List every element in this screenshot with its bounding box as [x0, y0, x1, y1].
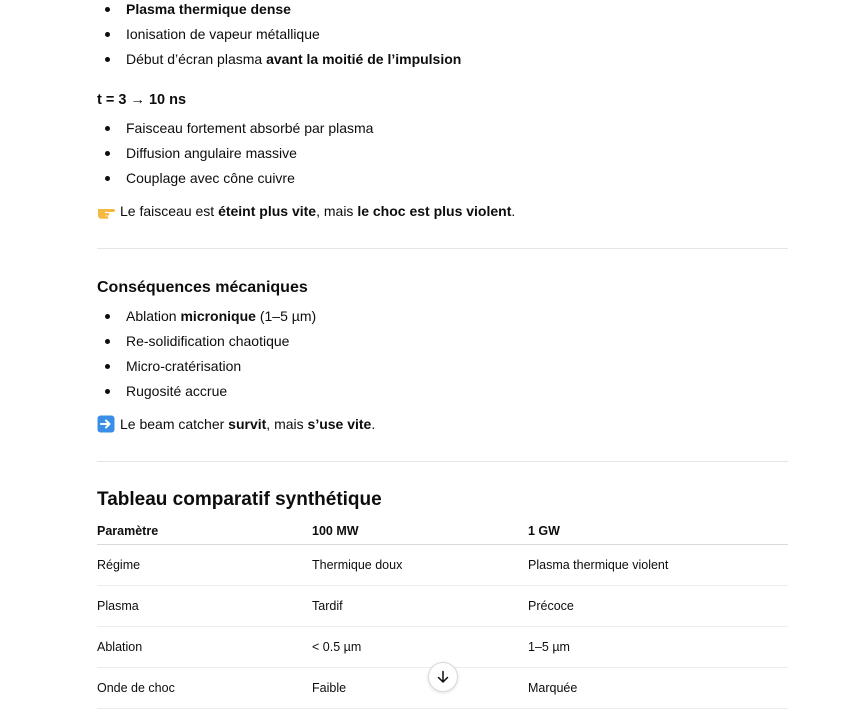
table-cell: Thermique doux: [312, 545, 528, 586]
text-segment: Le beam catcher: [120, 416, 229, 432]
text-segment: Rugosité accrue: [126, 383, 228, 399]
table-row: [97, 586, 788, 627]
table-cell: Précoce: [528, 586, 788, 627]
list-item: [97, 141, 373, 166]
section-divider: [97, 461, 788, 462]
text-segment: Ionisation de vapeur métallique: [126, 26, 320, 42]
bold-text: survit: [228, 416, 267, 432]
text-segment: Couplage avec cône cuivre: [126, 170, 295, 186]
summary-note-1: [97, 201, 515, 221]
text-segment: Micro-cratérisation: [126, 358, 242, 374]
list-item: [97, 329, 316, 354]
bold-text: avant la moitié de l’impulsion: [266, 51, 462, 67]
text-segment: .: [371, 416, 376, 432]
list-item: [97, 304, 316, 329]
text-segment: Le faisceau est: [120, 203, 219, 219]
text-segment: , mais: [266, 416, 308, 432]
pointing-hand-icon: [97, 202, 115, 220]
table-cell: Ablation: [97, 627, 312, 668]
bold-text: le choc est plus violent: [357, 203, 512, 219]
list-item: [97, 0, 461, 22]
summary-note-text: [120, 414, 375, 434]
text-segment: Diffusion angulaire massive: [126, 145, 297, 161]
text-segment: Ablation: [126, 308, 181, 324]
table-header-row: [97, 517, 788, 545]
bold-text: éteint plus vite: [218, 203, 317, 219]
right-arrow-icon: [97, 415, 115, 433]
text-segment: Re-solidification chaotique: [126, 333, 290, 349]
list-item: [97, 116, 373, 141]
table-cell: < 0.5 µm: [312, 627, 528, 668]
text-segment: (1–5 µm): [255, 308, 317, 324]
bold-text: Plasma thermique dense: [126, 1, 291, 17]
list-item: [97, 379, 316, 404]
bold-text: micronique: [180, 308, 256, 324]
beam-effects-list: [97, 116, 373, 191]
scroll-to-bottom-button[interactable]: [428, 662, 458, 692]
column-header: Paramètre: [97, 517, 312, 545]
text-segment: .: [511, 203, 516, 219]
column-header: 1 GW: [528, 517, 788, 545]
list-item: [97, 22, 461, 47]
table-cell: Marquée: [528, 668, 788, 709]
plasma-effects-list: [97, 0, 461, 72]
table-title: Tableau comparatif synthétique: [97, 489, 382, 510]
time-heading: t = 3 → 10 ns: [97, 92, 187, 108]
text-segment: Faisceau fortement absorbé par plasma: [126, 120, 374, 136]
section-divider: [97, 248, 788, 249]
table-cell: Tardif: [312, 586, 528, 627]
list-item: [97, 354, 316, 379]
summary-note-2: [97, 414, 375, 434]
table-row: [97, 545, 788, 586]
bold-text: s’use vite: [307, 416, 372, 432]
mechanical-consequences-list: [97, 304, 316, 404]
table-cell: Régime: [97, 545, 312, 586]
table-cell: 1–5 µm: [528, 627, 788, 668]
table-cell: Onde de choc: [97, 668, 312, 709]
text-segment: Début d’écran plasma: [126, 51, 267, 67]
list-item: [97, 166, 373, 191]
text-segment: , mais: [316, 203, 358, 219]
column-header: 100 MW: [312, 517, 528, 545]
list-item: [97, 47, 461, 72]
summary-note-text: [120, 201, 515, 221]
table-cell: Faible: [312, 668, 528, 709]
arrow-down-icon: [436, 670, 450, 684]
section-heading: Conséquences mécaniques: [97, 279, 308, 296]
table-cell: Plasma thermique violent: [528, 545, 788, 586]
table-cell: Plasma: [97, 586, 312, 627]
